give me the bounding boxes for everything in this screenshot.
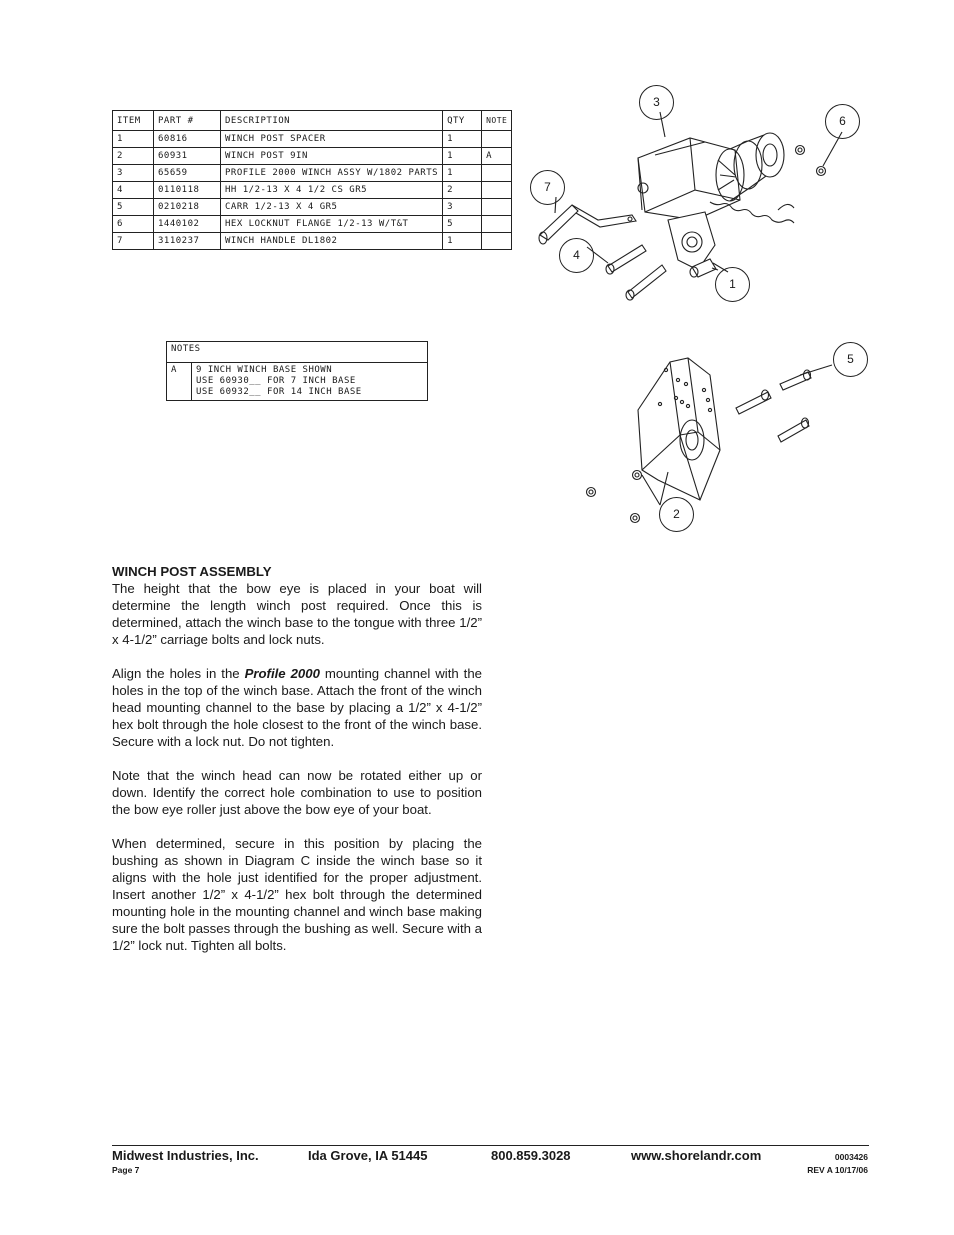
table-row bbox=[113, 182, 512, 199]
winch-post-assembly-section bbox=[112, 563, 482, 971]
item-cell: 2 bbox=[113, 148, 154, 165]
note-cell: A bbox=[482, 148, 512, 165]
locknut-drawing bbox=[796, 146, 805, 155]
paragraph-4: When determined, secure in this position by placing the bushing as shown in Diagram C inside the winch base so it aligns with the hole just identified for the proper adjustment. Insert another 1/2” x 4-1/2” hex bolt through the determined mounting hole in the mounting channel and winch base making sure the bolt passes through the bushing as well. Secure with a 1/2” lock nut. Tighten all bolts. bbox=[112, 836, 482, 953]
table-row bbox=[113, 233, 512, 250]
paragraph-2 bbox=[112, 665, 482, 750]
footer-doc-number: 0003426 bbox=[834, 1152, 868, 1162]
callout-1: 1 bbox=[715, 267, 750, 302]
winch-base-drawing bbox=[638, 358, 720, 500]
winch-base-diagram bbox=[580, 340, 880, 540]
footer-rule bbox=[112, 1145, 869, 1146]
description-cell: WINCH HANDLE DL1802 bbox=[221, 233, 443, 250]
part-number-cell: 0110118 bbox=[154, 182, 221, 199]
paragraph-3: Note that the winch head can now be rotated either up or down. Identify the correct hole combination to use to position the bow eye roller just above the bow eye of your boat. bbox=[112, 768, 482, 817]
notes-line: USE 60930__ FOR 7 INCH BASE bbox=[196, 376, 356, 386]
description-cell: WINCH POST SPACER bbox=[221, 131, 443, 148]
item-cell: 3 bbox=[113, 165, 154, 182]
item-cell: 7 bbox=[113, 233, 154, 250]
notes-table bbox=[166, 341, 428, 401]
description-cell: HH 1/2-13 X 4 1/2 CS GR5 bbox=[221, 182, 443, 199]
item-cell: 6 bbox=[113, 216, 154, 233]
callout-3: 3 bbox=[639, 85, 674, 120]
footer-page-number: Page 7 bbox=[112, 1165, 140, 1175]
qty-cell: 2 bbox=[443, 182, 482, 199]
winch-handle-drawing bbox=[539, 205, 636, 244]
part-number-cell: 60816 bbox=[154, 131, 221, 148]
parts-table bbox=[112, 110, 512, 250]
table-row bbox=[113, 216, 512, 233]
footer-phone: 800.859.3028 bbox=[491, 1148, 571, 1163]
callout-7: 7 bbox=[530, 170, 565, 205]
base-locknut-drawing bbox=[587, 488, 596, 497]
qty-cell: 5 bbox=[443, 216, 482, 233]
qty-cell: 3 bbox=[443, 199, 482, 216]
note-cell bbox=[482, 233, 512, 250]
bolt-drawing bbox=[606, 245, 666, 300]
note-cell bbox=[482, 131, 512, 148]
notes-text bbox=[192, 363, 428, 401]
callout-4: 4 bbox=[559, 238, 594, 273]
paragraph-1: The height that the bow eye is placed in your boat will determine the length winch post required. Once this is determined, attach the winch base to the tongue with three 1/2” x 4-1/2” carriage bolts and lock nuts. bbox=[112, 581, 482, 647]
table-row bbox=[113, 199, 512, 216]
notes-key: A bbox=[167, 363, 192, 401]
paragraph-2-start: Align the holes in the bbox=[112, 666, 245, 681]
callout-6: 6 bbox=[825, 104, 860, 139]
qty-cell: 1 bbox=[443, 148, 482, 165]
item-cell: 1 bbox=[113, 131, 154, 148]
description-cell: CARR 1/2-13 X 4 GR5 bbox=[221, 199, 443, 216]
section-title: WINCH POST ASSEMBLY bbox=[112, 564, 272, 579]
footer-company: Midwest Industries, Inc. bbox=[112, 1148, 259, 1163]
parts-table-header bbox=[113, 111, 512, 131]
part-number-cell: 3110237 bbox=[154, 233, 221, 250]
footer-website: www.shorelandr.com bbox=[631, 1148, 762, 1163]
callout-5: 5 bbox=[833, 342, 868, 377]
note-cell bbox=[482, 165, 512, 182]
description-cell: HEX LOCKNUT FLANGE 1/2-13 W/T&T bbox=[221, 216, 443, 233]
footer-revision: REV A 10/17/06 bbox=[807, 1165, 868, 1175]
qty-cell: 1 bbox=[443, 165, 482, 182]
note-cell bbox=[482, 182, 512, 199]
table-row bbox=[113, 165, 512, 182]
qty-cell: 1 bbox=[443, 131, 482, 148]
part-number-cell: 65659 bbox=[154, 165, 221, 182]
header-note: NOTE bbox=[482, 111, 512, 131]
paragraph-2-end: mounting channel with the holes in the top of the winch base. Attach the front of the winch head mounting channel to the base by placing a 1/2” x 4-1/2” hex bolt through the hole closest to the front of the winch base. Secure with a lock nut. Do not tighten. bbox=[112, 666, 482, 749]
description-cell: PROFILE 2000 WINCH ASSY W/1802 PARTS bbox=[221, 165, 443, 182]
header-qty: QTY bbox=[443, 111, 482, 131]
notes-header: NOTES bbox=[167, 342, 428, 363]
header-description: DESCRIPTION bbox=[221, 111, 443, 131]
part-number-cell: 0210218 bbox=[154, 199, 221, 216]
header-item: ITEM bbox=[113, 111, 154, 131]
winch-head-drawing bbox=[638, 133, 794, 270]
item-cell: 4 bbox=[113, 182, 154, 199]
item-cell: 5 bbox=[113, 199, 154, 216]
note-cell bbox=[482, 216, 512, 233]
product-name: Profile 2000 bbox=[244, 666, 320, 681]
part-number-cell: 1440102 bbox=[154, 216, 221, 233]
part-number-cell: 60931 bbox=[154, 148, 221, 165]
table-row bbox=[113, 148, 512, 165]
qty-cell: 1 bbox=[443, 233, 482, 250]
note-cell bbox=[482, 199, 512, 216]
callout-2: 2 bbox=[659, 497, 694, 532]
parts-table-body bbox=[113, 131, 512, 250]
description-cell: WINCH POST 9IN bbox=[221, 148, 443, 165]
notes-line: 9 INCH WINCH BASE SHOWN bbox=[196, 365, 333, 375]
notes-line: USE 60932__ FOR 14 INCH BASE bbox=[196, 387, 362, 397]
header-part: PART # bbox=[154, 111, 221, 131]
footer-location: Ida Grove, IA 51445 bbox=[308, 1148, 428, 1163]
carriage-bolt-drawing bbox=[736, 370, 811, 442]
table-row bbox=[113, 131, 512, 148]
